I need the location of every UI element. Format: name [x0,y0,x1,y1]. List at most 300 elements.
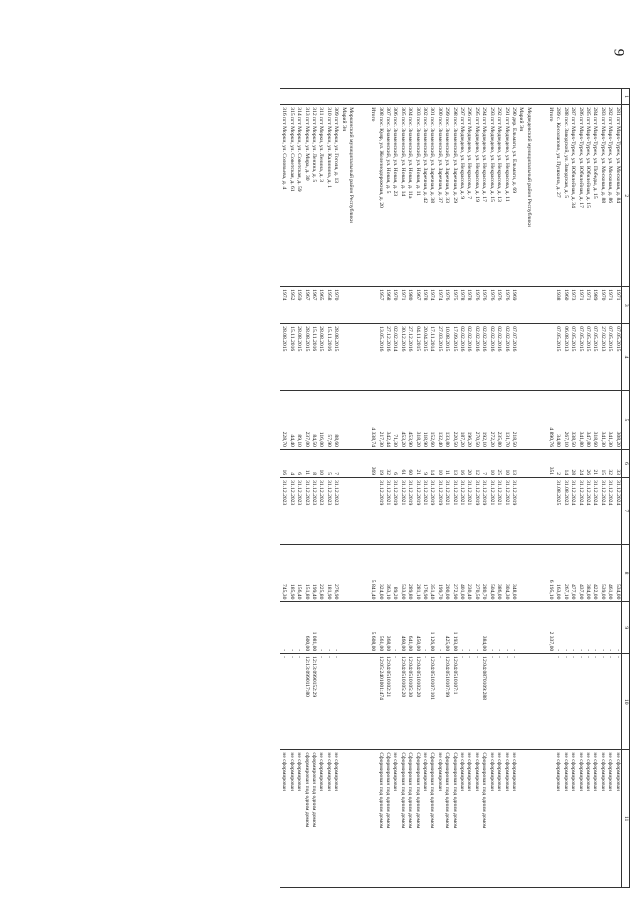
cell-col-7: 31.12.2021 [384,478,391,545]
cell-col-7: 31.12.2021 [443,478,450,545]
cell-col-1 [576,89,583,105]
cell-col-6: 14 [428,449,435,477]
cell-col-2: 296 пгт Медведево, ул. Некрасова, д. 7 [465,105,472,287]
cell-col-5: 133,80 [443,390,450,449]
cell-col-3: 1971 [584,287,591,324]
cell-col-3 [369,287,376,324]
cell-col-9: - [576,602,583,654]
table-row [302,89,309,888]
cell-col-2: 304 пос. Знаменский, ул. Новая, д. 11а [406,105,413,287]
cell-col-3: 1959 [295,287,302,324]
cell-col-2: 310 пгт Морки, ул. Калинина, д. 1 [324,105,331,287]
cell-col-8: 199,40 [310,544,317,602]
cell-col-10: 12:13:0990152:29 [310,654,317,750]
table-row [435,89,442,888]
cell-col-7: 31.12.2023 [302,478,309,545]
table-row [480,89,487,888]
cell-col-7: 31.12.2019 [480,478,487,545]
cell-col-2: 315 пгт Морки, ул. Советская, д. 61 [287,105,294,287]
cell-col-1 [280,89,287,105]
table-row [487,89,494,888]
cell-col-2: 286 пгт Марх-Турек, ул. Юбилейная, д. 17 [576,105,583,287]
cell-col-5: 57,90 [324,390,331,449]
cell-col-1 [443,89,450,105]
cell-col-1 [584,89,591,105]
cell-col-6: 10 [317,449,324,477]
cell-col-1 [324,89,331,105]
cell-col-7 [547,478,554,545]
cell-col-4: 13.05.2016 [376,324,383,391]
cell-col-2: 289 с. Косолапово, ул. Пушкина, д. 27 [554,105,561,287]
cell-col-6: 33 [613,449,621,477]
cell-col-8: 272,90 [450,544,457,602]
cell-col-11: не сформирован [324,750,331,888]
table-row [606,89,613,888]
cell-col-6: 13 [510,449,517,477]
cell-col-1 [458,89,465,105]
cell-col-9: - [569,602,576,654]
cell-col-2: 301 пос. Знаменский, ул. Заречная, д. 38 [428,105,435,287]
cell-col-5: 89,10 [295,390,302,449]
cell-col-4: 07.07.2016 [510,324,517,391]
cell-col-11: не сформирован [287,750,294,888]
cell-col-6: 7 [332,449,339,477]
cell-col-7: 31.12.2023 [332,478,339,545]
column-header-3: 3 [621,287,629,324]
cell-col-2: 291 пгт Медведево, ул. Некрасова, д. 11 [502,105,509,287]
cell-col-5: 218,50 [510,390,517,449]
cell-col-2: 312 пгт Морки, ул. Ленина, д. 5 [310,105,317,287]
table-row [561,89,568,888]
cell-col-4: 02.02.2016 [495,324,502,391]
cell-col-8: 230,40 [465,544,472,602]
cell-col-5: 4 338,74 [369,390,376,449]
cell-col-5: 132,40 [435,390,442,449]
cell-col-2: 309 пгт Морки, ул. Гоголя, д. 13 [332,105,339,287]
cell-col-6: 14 [561,449,568,477]
cell-col-5: 196,20 [465,390,472,449]
table-row [576,89,583,888]
cell-col-7: 31.12.2021 [502,478,509,545]
cell-col-11: не сформирован [391,750,398,888]
cell-col-10: - [510,654,517,750]
cell-col-11: Сформирован под одним домом [376,750,383,888]
table-row [443,89,450,888]
cell-col-8: 534,00 [613,544,621,602]
cell-col-11: не сформирован [458,750,465,888]
cell-col-4: 07.05.2015 [613,324,621,391]
cell-col-1 [421,89,428,105]
table-row [332,89,339,888]
table-row [473,89,480,888]
column-number-header-row [621,89,629,888]
cell-col-6: 11 [302,449,309,477]
cell-col-11: не сформирован [332,750,339,888]
table-row [613,89,621,888]
cell-col-5: 34,80 [554,390,561,449]
cell-col-9: - [495,602,502,654]
cell-col-8: 504,00 [487,544,494,602]
cell-col-3: 1976 [473,287,480,324]
cell-col-8: 6 195,10 [547,544,554,602]
cell-col-1 [480,89,487,105]
table-row [376,89,383,888]
cell-col-9: - [324,602,331,654]
cell-col-8: 533,00 [398,544,405,602]
spacer-row [354,89,361,888]
cell-col-4: 07.05.2015 [584,324,591,391]
cell-col-4: 02.02.2016 [458,324,465,391]
cell-col-6: 20 [465,449,472,477]
table-row [554,89,561,888]
column-header-4: 4 [621,324,629,391]
cell-col-8: 363,10 [384,544,391,602]
page-number: 9 [610,48,627,57]
cell-col-11: не сформирован [421,750,428,888]
cell-col-6: 21 [591,449,598,477]
cell-col-10: - [569,654,576,750]
cell-col-5: 342,44 [384,390,391,449]
cell-col-10: - [495,654,502,750]
cell-col-5: 131,70 [502,390,509,449]
cell-col-6: 19 [376,449,383,477]
cell-col-1 [450,89,457,105]
cell-col-1 [317,89,324,105]
cell-col-1 [369,89,376,105]
cell-col-11: не сформирован [576,750,583,888]
cell-col-9: - [554,602,561,654]
cell-col-3: 1969 [510,287,517,324]
cell-col-3: 1958 [324,287,331,324]
cell-col-1 [406,89,413,105]
cell-col-3: 1974 [435,287,442,324]
cell-col-8: 461,00 [606,544,613,602]
section-title: Моркинский муниципальный район Республики [347,105,354,287]
cell-col-8: 156,40 [295,544,302,602]
cell-col-8: 324,00 [376,544,383,602]
cell-col-3: 1970 [332,287,339,324]
cell-col-5: 318,20 [413,390,420,449]
cell-col-10: 12:04:0510107:1 [450,654,457,750]
cell-col-9: 368,00 [384,602,391,654]
cell-col-6: 25 [495,449,502,477]
column-header-9: 9 [621,602,629,654]
cell-col-5: 235,80 [495,390,502,449]
cell-col-6: 6 [391,449,398,477]
cell-col-9: - [613,602,621,654]
cell-col-4 [547,324,554,391]
cell-col-3: 1970 [598,287,605,324]
cell-col-5: 71,30 [391,390,398,449]
cell-col-10: - [606,654,613,750]
cell-col-11: Сформирован под одним домом [443,750,450,888]
cell-col-11: не сформирован [613,750,621,888]
cell-col-5: 88,60 [332,390,339,449]
cell-col-9: - [606,602,613,654]
cell-col-7: 31.12.2021 [458,478,465,545]
column-header-6: 6 [621,449,629,477]
cell-col-7: 31.12.2021 [487,478,494,545]
cell-col-9: - [458,602,465,654]
cell-col-6: 13 [450,449,457,477]
cell-col-5: 152,60 [428,390,435,449]
cell-col-2: 299 пос. Знаменский, ул. Заречная, д. 33 [443,105,450,287]
section-title-row [524,89,531,888]
cell-col-9: - [591,602,598,654]
cell-col-1 [487,89,494,105]
cell-col-11: не сформирован [473,750,480,888]
cell-col-7: 31.12.2023 [310,478,317,545]
cell-col-7: 31.12.2024 [584,478,591,545]
cell-col-8: 304,30 [502,544,509,602]
cell-col-6: 24 [576,449,583,477]
cell-col-9: 600,00 [302,602,309,654]
cell-col-2: 282 пгт Марх-Турек, ул. Московая, д. 86 [606,105,613,287]
cell-col-8: 384,00 [584,544,591,602]
cell-col-4: 27.03.2015 [435,324,442,391]
cell-col-2: 307 пос. Знаменский, ул. Новая, д. 5 [384,105,391,287]
spacer-row [532,89,539,888]
cell-col-9: 1 193,00 [450,602,457,654]
cell-col-10: - [317,654,324,750]
cell-col-1 [435,89,442,105]
cell-col-6: 15 [598,449,605,477]
cell-col-10: - [280,654,287,750]
cell-col-4: 27.12.2016 [384,324,391,391]
cell-col-2: 305 пос. Знаменский, ул. Новая, д. 14 [398,105,405,287]
cell-col-8: 401,00 [458,544,465,602]
cell-col-4: 02.02.2016 [502,324,509,391]
cell-col-3: 1971 [613,287,621,324]
cell-col-2: 290 дер. Ельмаги, ул. Ельмаги, д. 69 [510,105,517,287]
cell-col-1 [547,89,554,105]
cell-col-10: 12:04:0510105:30 [406,654,413,750]
cell-col-10: - [465,654,472,750]
cell-col-5: 228,70 [280,390,287,449]
cell-col-5: 272,20 [487,390,494,449]
cell-col-10: - [598,654,605,750]
cell-col-8: 745,30 [280,544,287,602]
cell-col-5: 267,10 [561,390,568,449]
cell-col-10: 12:04:0510107:99 [443,654,450,750]
cell-col-2: Итого [369,105,376,287]
cell-col-4: 28.08.2015 [295,324,302,391]
cell-col-5: 116,00 [317,390,324,449]
cell-col-3: 1965 [317,287,324,324]
cell-col-6: 60 [406,449,413,477]
cell-col-5: 192,10 [480,390,487,449]
cell-col-1 [591,89,598,105]
cell-col-6: 28 [569,449,576,477]
cell-col-4: 17.09.2015 [450,324,457,391]
cell-col-3: 1976 [443,287,450,324]
cell-col-7: 31.12.2023 [280,478,287,545]
cell-col-10: 12:04:0510107:101 [428,654,435,750]
cell-col-3: 1967 [302,287,309,324]
cell-col-8: 185,90 [287,544,294,602]
cell-col-3: 1973 [569,287,576,324]
cell-col-11: не сформирован [598,750,605,888]
cell-col-6: 7 [480,449,487,477]
cell-col-1 [561,89,568,105]
cell-col-5: 308,20 [613,390,621,449]
cell-col-3: 1976 [495,287,502,324]
cell-col-11: не сформирован [487,750,494,888]
cell-col-6: 26 [584,449,591,477]
cell-col-3: 1960 [561,287,568,324]
cell-col-5: 44,40 [287,390,294,449]
cell-col-5: 4 890,76 [547,390,554,449]
table-row [413,89,420,888]
cell-col-9: - [435,602,442,654]
cell-col-9: 425,00 [443,602,450,654]
cell-col-10: 12:13:0990117:80 [302,654,309,750]
cell-col-11: Сформирован под одним домом [413,750,420,888]
cell-col-7: 31.12.2019 [406,478,413,545]
cell-col-2: 311 пгт Морки, ул. Ленина, д. 3 [317,105,324,287]
cell-col-5: 453,20 [398,390,405,449]
cell-col-8: 200,00 [443,544,450,602]
table-row [450,89,457,888]
cell-col-10: - [435,654,442,750]
cell-col-7: 31.12.2021 [495,478,502,545]
cell-col-10: 12:04:0870109:288 [480,654,487,750]
cell-col-1 [391,89,398,105]
cell-col-6: 9 [421,449,428,477]
cell-col-1 [332,89,339,105]
cell-col-3: 1980 [406,287,413,324]
cell-col-2: 293 пгт Медведево, ул. Некрасова, д. 15 [487,105,494,287]
table-row [287,89,294,888]
cell-col-9: 460,00 [398,602,405,654]
section-title: Марий Эл [517,105,524,287]
cell-col-3: 1938 [554,287,561,324]
cell-col-1 [569,89,576,105]
cell-col-1 [398,89,405,105]
cell-col-9: - [584,602,591,654]
cell-col-9: - [391,602,398,654]
cell-col-3: 1971 [606,287,613,324]
section-title-row [347,89,354,888]
cell-col-5: 220,50 [450,390,457,449]
cell-col-8: 351,40 [428,544,435,602]
table-body [280,89,621,888]
cell-col-10: 12:04:0510102:21 [384,654,391,750]
cell-col-8: 181,90 [324,544,331,602]
column-header-5: 5 [621,390,629,449]
cell-col-4: 07.05.2015 [576,324,583,391]
cell-col-1 [473,89,480,105]
table-row [391,89,398,888]
cell-col-7: 31.12.2019 [510,478,517,545]
spacer-row [361,89,368,888]
cell-col-11: не сформирован [591,750,598,888]
cell-col-2: 295 пгт Медведево, ул. Некрасова, д. 19 [473,105,480,287]
cell-col-7: 31.08.2025 [554,478,561,545]
cell-col-4: 02.02.2016 [480,324,487,391]
cell-col-7: 31.12.2021 [465,478,472,545]
cell-col-8: 163,00 [554,544,561,602]
cell-col-11: сформирован под одним домом [302,750,309,888]
cell-col-11: не сформирован [554,750,561,888]
cell-col-5: 187,20 [458,390,465,449]
table-row [591,89,598,888]
cell-col-6: 16 [280,449,287,477]
cell-col-8: 270,50 [473,544,480,602]
cell-col-4: 28.08.2015 [332,324,339,391]
cell-col-10: - [324,654,331,750]
cell-col-3: 1971 [398,287,405,324]
cell-col-2: 284 пгт Марх-Турек, ул. Победы, д. 15 [591,105,598,287]
cell-col-4: 30.12.2016 [398,324,405,391]
table-row [406,89,413,888]
table-row [280,89,287,888]
cell-col-3: 1974 [428,287,435,324]
cell-col-1 [384,89,391,105]
cell-col-2: 285 пгт Марх-Турек, ул. Юбилейная, д. 15 [584,105,591,287]
total-row [547,89,554,888]
cell-col-7: 31.12.2023 [324,478,331,545]
cell-col-10: - [391,654,398,750]
cell-col-2: 287 пгт Марх-Турек, ул. Юбилейная, д. 34 [569,105,576,287]
cell-col-3: 1989 [591,287,598,324]
cell-col-9: - [280,602,287,654]
cell-col-5: 270,50 [473,390,480,449]
cell-col-6: 10 [435,449,442,477]
column-header-1: 1 [621,89,629,105]
cell-col-10: 12:04:0510102:20 [413,654,420,750]
cell-col-8: 280,70 [480,544,487,602]
cell-col-1 [376,89,383,105]
cell-col-2: 308 пос. Куяр, ул. Железнодорожная, д. 20 [376,105,383,287]
column-header-10: 10 [621,654,629,750]
cell-col-2: 292 пгт Медведево, ул. Некрасова, д. 13 [495,105,502,287]
cell-col-9: 641,00 [406,602,413,654]
cell-col-7: 31.12.2019 [473,478,480,545]
cell-col-10: - [584,654,591,750]
cell-col-7: 31.12.2019 [376,478,383,545]
cell-col-2: 314 пгт Морки, ул. Советская, д. 59 [295,105,302,287]
cell-col-3: 1967 [310,287,317,324]
cell-col-4: 27.02.2013 [598,324,605,391]
cell-col-11: Сформирован под одним домом [406,750,413,888]
cell-col-4: 28.08.2015 [317,324,324,391]
cell-col-2: 281 пгт Марх-Турек, ул. Московая, д. 84 [613,105,621,287]
column-header-11: 11 [621,750,629,888]
table-row [510,89,517,888]
cell-col-2: 300 пос. Знаменский, ул. Заречная, д. 37 [435,105,442,287]
cell-col-5: 347,80 [584,390,591,449]
cell-col-4: 10.08.2015 [443,324,450,391]
cell-col-2: Итого [547,105,554,287]
cell-col-11: не сформирован [435,750,442,888]
cell-col-4: 07.05.2015 [591,324,598,391]
cell-col-7: 31.12.2019 [391,478,398,545]
cell-col-10: - [332,654,339,750]
cell-col-5: 341,30 [606,390,613,449]
cell-col-7: 31.12.2019 [435,478,442,545]
cell-col-8: 477,00 [569,544,576,602]
cell-col-7: 31.12.2021 [450,478,457,545]
cell-col-7: 31.12.2024 [606,478,613,545]
cell-col-1 [295,89,302,105]
cell-col-10 [547,654,554,750]
cell-col-6: 11 [443,449,450,477]
cell-col-8: 151,80 [302,544,309,602]
cell-col-8: 539,00 [598,544,605,602]
cell-col-4: 28.08.2015 [280,324,287,391]
cell-col-6: 21 [413,449,420,477]
